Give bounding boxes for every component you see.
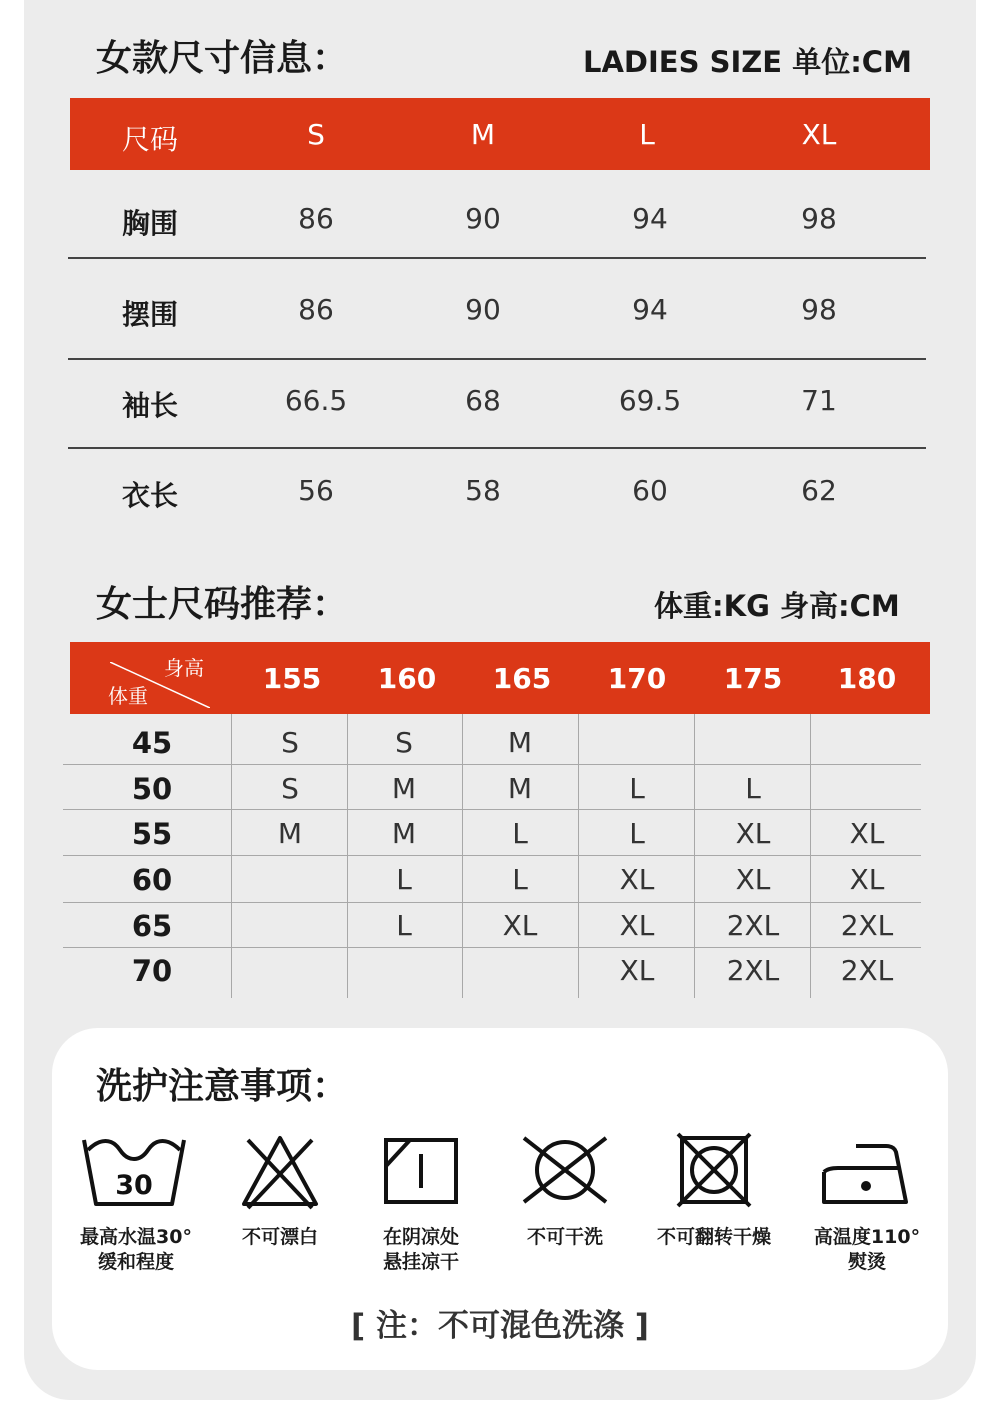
corner-height-label: 身高 [164,656,204,680]
recommend-table-header [70,642,930,714]
height-header: 160 [377,662,437,695]
height-header: 170 [607,662,667,695]
grid-hline [63,902,921,903]
grid-vline [347,714,348,998]
care-label-line: 不可翻转干燥 [656,1226,771,1248]
recommend-unit: 体重:KG 身高:CM [654,589,900,623]
no-dry-clean-icon [518,1132,612,1208]
weight-label: 45 [131,726,173,760]
size-cell: L [512,817,528,850]
care-label-line: 不可干洗 [526,1226,603,1248]
size-cell: XL [619,863,655,896]
row-label: 胸围 [121,207,178,240]
grid-hline [63,809,921,810]
size-cell: M [507,772,533,805]
size-value: 68 [465,384,501,417]
line-dry-shade-icon [382,1136,460,1206]
size-cell: S [281,772,299,805]
size-cell: XL [735,817,771,850]
size-value: 90 [465,293,501,326]
care-label-line: 高温度110° [813,1226,921,1248]
height-header: 165 [492,662,552,695]
care-label-line: 最高水温30° [80,1226,192,1248]
care-label-line: 悬挂凉干 [382,1251,459,1273]
size-value: 66.5 [284,384,348,417]
grid-hline [63,947,921,948]
size-value: 86 [298,293,334,326]
grid-vline [231,714,232,998]
no-tumble-dry-icon [676,1132,752,1208]
height-header: 175 [723,662,783,695]
size-header-label: 尺码 [121,123,178,156]
size-cell: M [391,772,417,805]
row-divider [68,257,926,259]
size-row-length [70,444,928,534]
size-value: 98 [801,202,837,235]
height-header: 180 [837,662,897,695]
size-cell: 2XL [840,909,894,942]
size-cell: 2XL [840,954,894,987]
size-cell: XL [849,817,885,850]
care-label-wash [66,1225,206,1275]
grid-vline [462,714,463,998]
ladies-size-title: 女款尺寸信息： [96,38,349,79]
wash-temp-number: 30 [115,1170,153,1201]
size-value: 86 [298,202,334,235]
size-cell: XL [849,863,885,896]
iron-110-icon [818,1140,910,1208]
row-label: 袖长 [121,389,178,422]
ladies-size-unit: LADIES SIZE 单位:CM [583,45,912,79]
size-cell: M [507,726,533,759]
corner-weight-label: 体重 [108,684,148,708]
care-note: [ 注：不可混色洗涤 ] [351,1308,649,1344]
size-value: 56 [298,474,334,507]
size-cell: XL [502,909,538,942]
weight-label: 70 [131,954,173,988]
care-label-line: 在阴凉处 [382,1226,459,1248]
size-cell: L [629,772,645,805]
size-value: 90 [465,202,501,235]
size-header-xl: XL [801,118,837,151]
size-value: 98 [801,293,837,326]
care-panel [52,1028,948,1370]
size-row-chest [70,172,928,262]
grid-vline [694,714,695,998]
weight-label: 65 [131,909,173,943]
size-cell: XL [619,909,655,942]
recommend-title: 女士尺码推荐： [96,584,349,625]
size-cell: 2XL [726,954,780,987]
weight-label: 50 [131,772,173,806]
height-header: 155 [262,662,322,695]
size-value: 62 [801,474,837,507]
care-label-iron [800,1225,934,1275]
care-title: 洗护注意事项： [96,1066,349,1107]
size-cell: L [396,863,412,896]
care-label-line: 不可漂白 [241,1226,318,1248]
size-header-m: M [470,118,496,151]
care-label-line: 熨烫 [847,1251,886,1273]
size-cell: L [512,863,528,896]
grid-vline [578,714,579,998]
size-cell: M [277,817,303,850]
grid-hline [63,764,921,765]
care-label-bleach [220,1225,340,1250]
grid-hline [63,855,921,856]
size-value: 94 [632,202,668,235]
care-label-dry-clean [505,1225,625,1250]
size-cell: L [396,909,412,942]
size-cell: S [281,726,299,759]
size-cell: M [391,817,417,850]
size-value: 58 [465,474,501,507]
size-cell: L [745,772,761,805]
wash-30-icon [80,1132,188,1210]
row-label: 衣长 [121,479,178,512]
weight-label: 60 [131,863,173,897]
size-row-sleeve [70,354,928,444]
size-cell: 2XL [726,909,780,942]
size-row-hem [70,263,928,353]
care-label-line: 缓和程度 [97,1251,174,1273]
weight-label: 55 [131,817,173,851]
size-table-header [70,98,930,170]
size-cell: L [629,817,645,850]
size-value: 69.5 [618,384,682,417]
care-label-tumble [644,1225,784,1250]
size-header-s: S [307,118,325,151]
care-label-dry-shade [356,1225,486,1275]
row-label: 摆围 [121,298,178,331]
size-value: 71 [801,384,837,417]
size-cell: XL [735,863,771,896]
grid-vline [810,714,811,998]
no-bleach-icon [240,1132,320,1212]
size-cell: XL [619,954,655,987]
size-value: 94 [632,293,668,326]
size-cell: S [395,726,413,759]
size-value: 60 [632,474,668,507]
size-header-l: L [639,118,655,151]
